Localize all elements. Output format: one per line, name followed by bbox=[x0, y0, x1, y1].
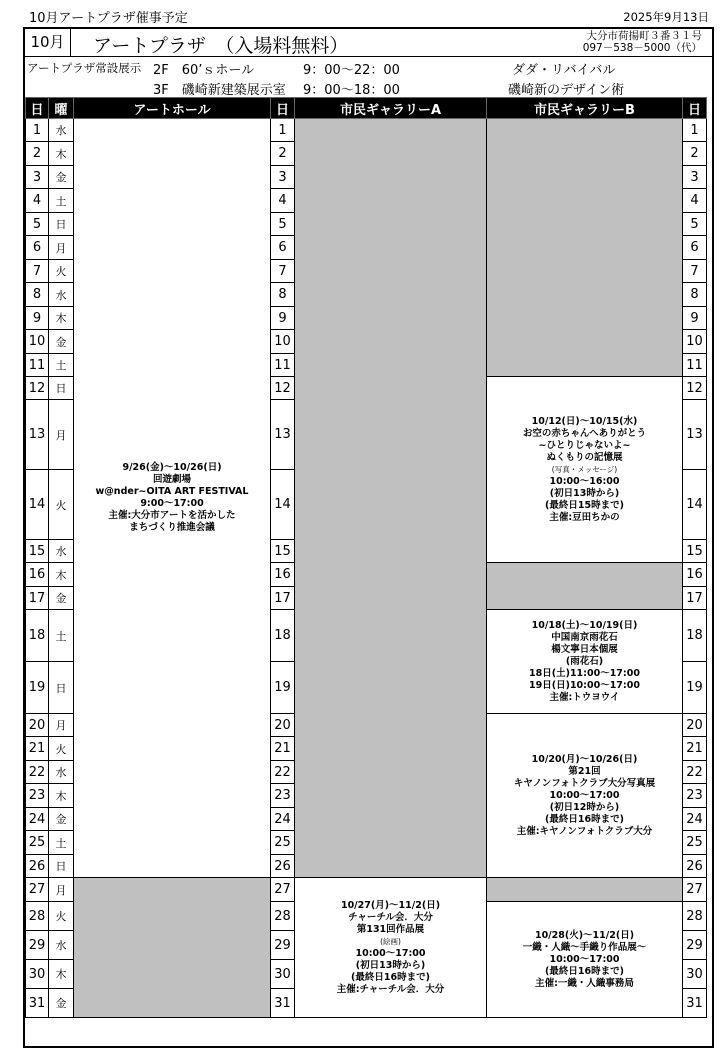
day-number-mid: 7 bbox=[271, 260, 295, 283]
day-number-right: 2 bbox=[683, 142, 707, 166]
weekday: 火 bbox=[49, 902, 74, 931]
day-number: 27 bbox=[26, 878, 49, 902]
day-number-mid: 13 bbox=[271, 400, 295, 470]
venue-phone: 097－538－5000（代） bbox=[582, 42, 702, 54]
event-line: 10/12(日)～10/15(水) bbox=[531, 415, 638, 427]
event-line: 10/18(土)～10/19(日) bbox=[531, 619, 638, 631]
weekday: 日 bbox=[49, 855, 74, 878]
weekday: 月 bbox=[49, 400, 74, 470]
weekday: 土 bbox=[49, 189, 74, 213]
day-number-mid: 23 bbox=[271, 784, 295, 808]
day-number-mid: 19 bbox=[271, 662, 295, 714]
permanent-exhibits bbox=[25, 57, 712, 97]
day-number: 9 bbox=[26, 307, 49, 330]
day-number: 20 bbox=[26, 714, 49, 737]
day-number: 29 bbox=[26, 931, 49, 960]
event-line: 10/28(火)～11/2(日) bbox=[534, 929, 635, 941]
event-line: 主催:豆田ちかの bbox=[549, 511, 620, 523]
event-line: ~ひとりじゃないよ~ bbox=[538, 439, 631, 451]
col-day-1: 日 bbox=[26, 98, 49, 119]
day-number-mid: 4 bbox=[271, 189, 295, 213]
day-number-mid: 14 bbox=[271, 470, 295, 540]
day-number-mid: 17 bbox=[271, 587, 295, 610]
day-number: 17 bbox=[26, 587, 49, 610]
venue-title: アートプラザ （入場料無料） bbox=[93, 35, 349, 57]
event-line: 主催:トウヨウイ bbox=[549, 691, 620, 703]
day-number-right: 7 bbox=[683, 260, 707, 283]
event-line: 19日(日)10:00～17:00 bbox=[529, 679, 640, 691]
event-b1 bbox=[487, 377, 683, 563]
day-number-right: 15 bbox=[683, 540, 707, 563]
event-line: (初日13時から) bbox=[549, 487, 620, 499]
day-number-right: 31 bbox=[683, 989, 707, 1018]
closed-slot-gallery-b bbox=[487, 119, 683, 377]
event-line: 10:00～17:00 bbox=[549, 789, 620, 801]
day-number: 30 bbox=[26, 960, 49, 989]
permanent-title-2f: ダダ・リバイバル bbox=[512, 63, 616, 78]
col-art-hall: アートホール bbox=[74, 98, 271, 119]
col-day-2: 日 bbox=[271, 98, 295, 119]
day-number: 1 bbox=[26, 119, 49, 142]
event-line: 9:00～17:00 bbox=[140, 498, 204, 509]
day-number-mid: 3 bbox=[271, 166, 295, 189]
day-number: 31 bbox=[26, 989, 49, 1018]
day-number-right: 13 bbox=[683, 400, 707, 470]
event-line: 主催:キヤノンフォトクラブ大分 bbox=[516, 825, 653, 837]
event-line: 主催:大分市アートを活かした bbox=[108, 510, 236, 521]
day-number-mid: 11 bbox=[271, 354, 295, 377]
day-number: 16 bbox=[26, 563, 49, 587]
day-number-mid: 21 bbox=[271, 737, 295, 761]
event-line: (最終日15時まで) bbox=[545, 499, 624, 511]
day-number-mid: 24 bbox=[271, 808, 295, 831]
event-line: 10/27(月)～11/2(日) bbox=[340, 899, 441, 911]
event-line: ぬくもりの記憶展 bbox=[546, 451, 623, 463]
weekday: 水 bbox=[49, 931, 74, 960]
day-number: 28 bbox=[26, 902, 49, 931]
event-line: (写真・メッセージ) bbox=[551, 464, 618, 474]
event-line: お空の赤ちゃんへありがとう bbox=[522, 427, 647, 439]
day-number-mid: 18 bbox=[271, 610, 295, 662]
event-a bbox=[295, 878, 487, 1018]
event-line: 9/26(金)～10/26(日) bbox=[122, 462, 222, 473]
permanent-label: アートプラザ常設展示 bbox=[27, 61, 142, 75]
closed-slot-gallery-b bbox=[487, 563, 683, 610]
day-number-mid: 20 bbox=[271, 714, 295, 737]
day-number-right: 28 bbox=[683, 902, 707, 931]
weekday: 水 bbox=[49, 540, 74, 563]
weekday: 水 bbox=[49, 119, 74, 142]
day-number: 18 bbox=[26, 610, 49, 662]
event-line: (最終日16時まで) bbox=[545, 813, 624, 825]
day-number-right: 24 bbox=[683, 808, 707, 831]
day-number: 4 bbox=[26, 189, 49, 213]
weekday: 月 bbox=[49, 714, 74, 737]
closed-slot-hall bbox=[74, 878, 271, 1018]
weekday: 金 bbox=[49, 808, 74, 831]
event-line: 主催:チャーチル会．大分 bbox=[336, 983, 445, 995]
event-line: 楊文寧日本個展 bbox=[551, 643, 618, 655]
weekday: 金 bbox=[49, 989, 74, 1018]
day-number-right: 29 bbox=[683, 931, 707, 960]
day-number-right: 5 bbox=[683, 213, 707, 236]
weekday: 火 bbox=[49, 470, 74, 540]
day-number: 15 bbox=[26, 540, 49, 563]
day-number: 6 bbox=[26, 236, 49, 260]
day-number-right: 26 bbox=[683, 855, 707, 878]
venue-header bbox=[25, 29, 712, 57]
weekday: 日 bbox=[49, 377, 74, 400]
schedule-table bbox=[25, 97, 707, 1018]
event-hall bbox=[74, 119, 271, 878]
event-line: 回遊劇場 bbox=[152, 474, 191, 485]
day-number-right: 8 bbox=[683, 283, 707, 307]
weekday: 月 bbox=[49, 878, 74, 902]
day-number-right: 3 bbox=[683, 166, 707, 189]
event-line: 第21回 bbox=[568, 765, 601, 777]
day-number-right: 20 bbox=[683, 714, 707, 737]
event-b3 bbox=[487, 714, 683, 878]
day-number-mid: 9 bbox=[271, 307, 295, 330]
day-number-right: 6 bbox=[683, 236, 707, 260]
event-line: 第131回作品展 bbox=[356, 923, 425, 935]
weekday: 月 bbox=[49, 236, 74, 260]
day-row bbox=[26, 878, 707, 902]
weekday: 木 bbox=[49, 307, 74, 330]
day-number-mid: 15 bbox=[271, 540, 295, 563]
weekday: 木 bbox=[49, 960, 74, 989]
day-number-mid: 5 bbox=[271, 213, 295, 236]
day-number-right: 19 bbox=[683, 662, 707, 714]
weekday: 土 bbox=[49, 354, 74, 377]
event-line: (初日12時から) bbox=[549, 801, 620, 813]
weekday: 木 bbox=[49, 142, 74, 166]
document-date: 2025年9月13日 bbox=[623, 10, 709, 24]
day-number-right: 21 bbox=[683, 737, 707, 761]
event-line: 10/20(月)～10/26(日) bbox=[531, 753, 638, 765]
day-number: 12 bbox=[26, 377, 49, 400]
day-number-mid: 28 bbox=[271, 902, 295, 931]
weekday: 日 bbox=[49, 662, 74, 714]
col-weekday: 曜 bbox=[49, 98, 74, 119]
weekday: 水 bbox=[49, 761, 74, 784]
event-line: 10:00～17:00 bbox=[355, 947, 426, 959]
venue-contact bbox=[583, 30, 702, 54]
day-number-mid: 6 bbox=[271, 236, 295, 260]
day-number: 14 bbox=[26, 470, 49, 540]
permanent-time-2f: 9：00～22：00 bbox=[303, 63, 400, 78]
weekday: 土 bbox=[49, 610, 74, 662]
day-number-right: 12 bbox=[683, 377, 707, 400]
document-header bbox=[23, 6, 713, 26]
day-number: 11 bbox=[26, 354, 49, 377]
day-number-mid: 10 bbox=[271, 330, 295, 354]
event-line: まちづくり推進会議 bbox=[129, 522, 215, 533]
day-number-right: 10 bbox=[683, 330, 707, 354]
weekday: 木 bbox=[49, 784, 74, 808]
weekday: 火 bbox=[49, 737, 74, 761]
day-number-right: 18 bbox=[683, 610, 707, 662]
event-line: キヤノンフォトクラブ大分写真展 bbox=[513, 777, 656, 789]
day-number-mid: 25 bbox=[271, 831, 295, 855]
weekday: 水 bbox=[49, 283, 74, 307]
event-line: 一織・人織～手織り作品展～ bbox=[522, 941, 647, 953]
weekday: 金 bbox=[49, 166, 74, 189]
day-number: 5 bbox=[26, 213, 49, 236]
event-line: w@nder~OITA ART FESTIVAL bbox=[95, 486, 249, 497]
day-number-mid: 12 bbox=[271, 377, 295, 400]
day-number-mid: 30 bbox=[271, 960, 295, 989]
col-day-3: 日 bbox=[683, 98, 707, 119]
day-number-mid: 22 bbox=[271, 761, 295, 784]
day-number-right: 1 bbox=[683, 119, 707, 142]
day-number-mid: 2 bbox=[271, 142, 295, 166]
col-gallery-a: 市民ギャラリーA bbox=[295, 98, 487, 119]
permanent-title-3f: 磯崎新のデザイン術 bbox=[508, 83, 625, 98]
day-number-right: 16 bbox=[683, 563, 707, 587]
event-line: (最終日16時まで) bbox=[545, 965, 624, 977]
day-number-right: 27 bbox=[683, 878, 707, 902]
day-number: 3 bbox=[26, 166, 49, 189]
weekday: 土 bbox=[49, 831, 74, 855]
event-line: 18日(土)11:00～17:00 bbox=[529, 667, 640, 679]
day-number-mid: 29 bbox=[271, 931, 295, 960]
day-number-right: 14 bbox=[683, 470, 707, 540]
day-number-mid: 31 bbox=[271, 989, 295, 1018]
weekday: 火 bbox=[49, 260, 74, 283]
weekday: 日 bbox=[49, 213, 74, 236]
day-number: 21 bbox=[26, 737, 49, 761]
event-line: 主催:一織・人織事務局 bbox=[535, 977, 634, 989]
day-number-right: 17 bbox=[683, 587, 707, 610]
weekday: 木 bbox=[49, 563, 74, 587]
day-number-right: 22 bbox=[683, 761, 707, 784]
col-gallery-b: 市民ギャラリーB bbox=[487, 98, 683, 119]
day-number-mid: 26 bbox=[271, 855, 295, 878]
day-number-mid: 27 bbox=[271, 878, 295, 902]
event-line: 10:00～17:00 bbox=[549, 953, 620, 965]
day-number-mid: 16 bbox=[271, 563, 295, 587]
day-number-mid: 1 bbox=[271, 119, 295, 142]
weekday: 金 bbox=[49, 587, 74, 610]
day-number: 7 bbox=[26, 260, 49, 283]
event-line: チャーチル会．大分 bbox=[348, 911, 433, 923]
permanent-place-3f: 3F 磯崎新建築展示室 bbox=[153, 83, 286, 98]
event-line: (最終日16時まで) bbox=[351, 971, 430, 983]
event-line: 10:00～16:00 bbox=[549, 475, 620, 487]
month-label: 10月 bbox=[25, 29, 71, 56]
schedule-frame bbox=[23, 27, 714, 1048]
document-title: 10月アートプラザ催事予定 bbox=[29, 11, 188, 26]
day-number-right: 4 bbox=[683, 189, 707, 213]
day-number: 24 bbox=[26, 808, 49, 831]
day-number: 13 bbox=[26, 400, 49, 470]
weekday: 金 bbox=[49, 330, 74, 354]
column-header-row bbox=[26, 98, 707, 119]
day-number-right: 11 bbox=[683, 354, 707, 377]
event-line: 中国南京雨花石 bbox=[551, 631, 618, 643]
closed-slot-gallery-a bbox=[295, 119, 487, 878]
venue-address: 大分市荷揚町３番３１号 bbox=[586, 30, 702, 42]
event-b4 bbox=[487, 902, 683, 1018]
permanent-place-2f: 2F 60’ｓホール bbox=[153, 63, 255, 78]
event-b2 bbox=[487, 610, 683, 714]
day-number-right: 9 bbox=[683, 307, 707, 330]
day-number-right: 23 bbox=[683, 784, 707, 808]
day-number-mid: 8 bbox=[271, 283, 295, 307]
closed-slot-gallery-b bbox=[487, 878, 683, 902]
event-line: (雨花石) bbox=[565, 655, 604, 667]
day-number: 10 bbox=[26, 330, 49, 354]
event-line: (絵画) bbox=[380, 936, 401, 946]
day-number-right: 30 bbox=[683, 960, 707, 989]
day-number: 22 bbox=[26, 761, 49, 784]
day-number: 19 bbox=[26, 662, 49, 714]
day-number: 2 bbox=[26, 142, 49, 166]
day-number: 26 bbox=[26, 855, 49, 878]
day-number: 8 bbox=[26, 283, 49, 307]
day-number-right: 25 bbox=[683, 831, 707, 855]
event-line: (初日13時から) bbox=[355, 959, 426, 971]
day-number: 23 bbox=[26, 784, 49, 808]
day-number: 25 bbox=[26, 831, 49, 855]
permanent-time-3f: 9：00～18：00 bbox=[303, 83, 400, 98]
day-row bbox=[26, 119, 707, 142]
